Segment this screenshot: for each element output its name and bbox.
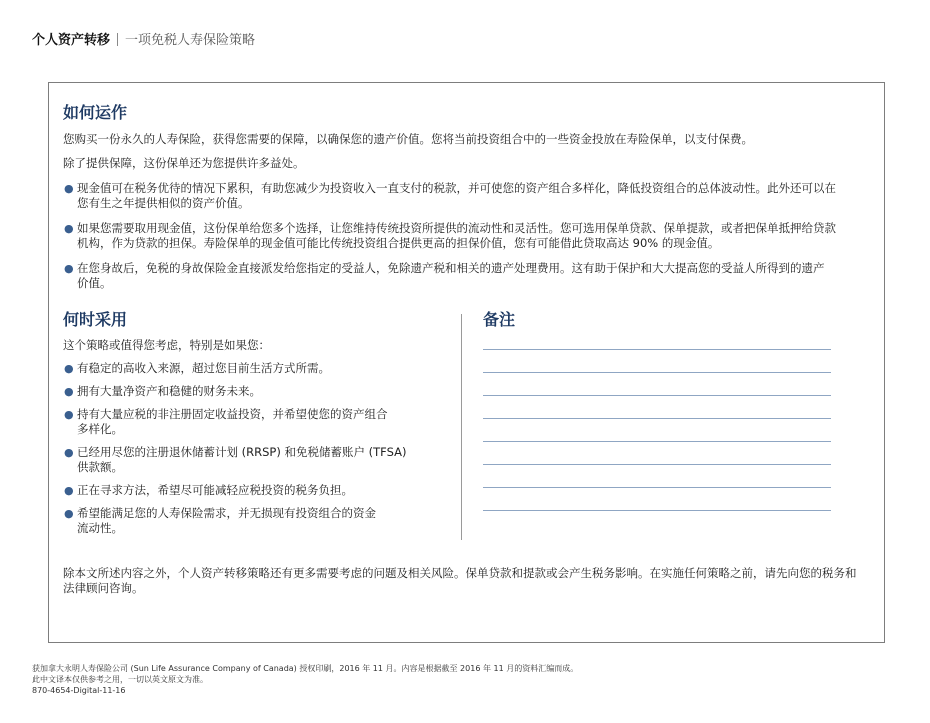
bullet-icon: ● <box>64 446 74 459</box>
title-divider <box>117 33 118 46</box>
note-line <box>483 441 831 442</box>
page-header <box>32 32 255 50</box>
notes-lines <box>483 349 831 533</box>
footer-translation-note: 此中文译本仅供参考之用，一切以英文原文为准。 <box>32 675 208 684</box>
list-item: ● 有稳定的高收入来源，超过您目前生活方式所需。 <box>64 361 330 375</box>
notes-heading: 备注 <box>483 310 516 329</box>
list-item: ● 在您身故后，免税的身故保险金直接派发给您指定的受益人，免除遗产税和相关的遗产处理费用。这有助于保护和大大提高您的受益人所得到的遗产 价值。 <box>64 261 825 290</box>
list-item: ● 已经用尽您的注册退休储蓄计划 (RRSP) 和免税储蓄账户 (TFSA) 供款额。 <box>64 445 407 474</box>
list-item: ● 如果您需要取用现金值，这份保单给您多个选择，让您维持传统投资所提供的流动性和灵活性。您可选用保单贷款、保单提款，或者把保单抵押给贷款 机构，作为贷款的担保。寿险保单的现金值可能比传统投资组合提供更高的担保价值，您有可能借此贷取高达 90% 的现金值。 <box>64 221 836 250</box>
how-it-works-intro-2: 除了提供保障，这份保单还为您提供许多益处。 <box>63 156 305 170</box>
list-item: ● 希望能满足您的人寿保险需求，并无损现有投资组合的资金 流动性。 <box>64 506 376 535</box>
note-line <box>483 510 831 511</box>
column-divider <box>461 314 462 540</box>
bullet-icon: ● <box>64 507 74 520</box>
note-line <box>483 464 831 465</box>
bullet-icon: ● <box>64 408 74 421</box>
how-it-works-intro-1: 您购买一份永久的人寿保险，获得您需要的保障，以确保您的遗产价值。您将当前投资组合中的一些资金投放在寿险保单，以支付保费。 <box>63 132 753 146</box>
list-item: ● 现金值可在税务优待的情况下累积，有助您减少为投资收入一直支付的税款，并可使您的资产组合多样化，降低投资组合的总体波动性。此外还可以在 您有生之年提供相似的资产价值。 <box>64 181 836 210</box>
bullet-icon: ● <box>64 182 74 195</box>
how-it-works-benefits-list <box>63 181 853 291</box>
bullet-icon: ● <box>64 362 74 375</box>
how-it-works-heading: 如何运作 <box>63 103 128 122</box>
bullet-icon: ● <box>64 262 74 275</box>
note-line <box>483 349 831 350</box>
when-to-use-intro: 这个策略或值得您考虑，特别是如果您： <box>63 338 270 352</box>
bullet-icon: ● <box>64 385 74 398</box>
document-subtitle: 一项免税人寿保险策略 <box>125 33 256 48</box>
list-item: ● 拥有大量净资产和稳健的财务未来。 <box>64 384 261 398</box>
when-to-use-heading: 何时采用 <box>63 310 128 329</box>
list-item: ● 持有大量应税的非注册固定收益投资，并希望使您的资产组合 多样化。 <box>64 407 388 436</box>
when-to-use-list <box>63 361 448 536</box>
note-line <box>483 418 831 419</box>
note-line <box>483 487 831 488</box>
bullet-icon: ● <box>64 484 74 497</box>
footer-authorization: 获加拿大永明人寿保险公司 (Sun Life Assurance Company of Canada) 授权印刷，2016 年 11 月。内容是根据截至 2016 年 11 月的资料汇编而成。 <box>32 664 579 673</box>
note-line <box>483 372 831 373</box>
list-item: ● 正在寻求方法，希望尽可能减轻应税投资的税务负担。 <box>64 483 353 497</box>
risk-disclaimer: 除本文所述内容之外，个人资产转移策略还有更多需要考虑的问题及相关风险。保单贷款和提款或会产生税务影响。在实施任何策略之前，请先向您的税务和 法律顾问咨询。 <box>63 566 857 595</box>
bullet-icon: ● <box>64 222 74 235</box>
footer-document-code: 870-4654-Digital-11-16 <box>32 686 126 695</box>
note-line <box>483 395 831 396</box>
document-title: 个人资产转移 <box>32 33 111 48</box>
legal-footer <box>32 663 578 696</box>
